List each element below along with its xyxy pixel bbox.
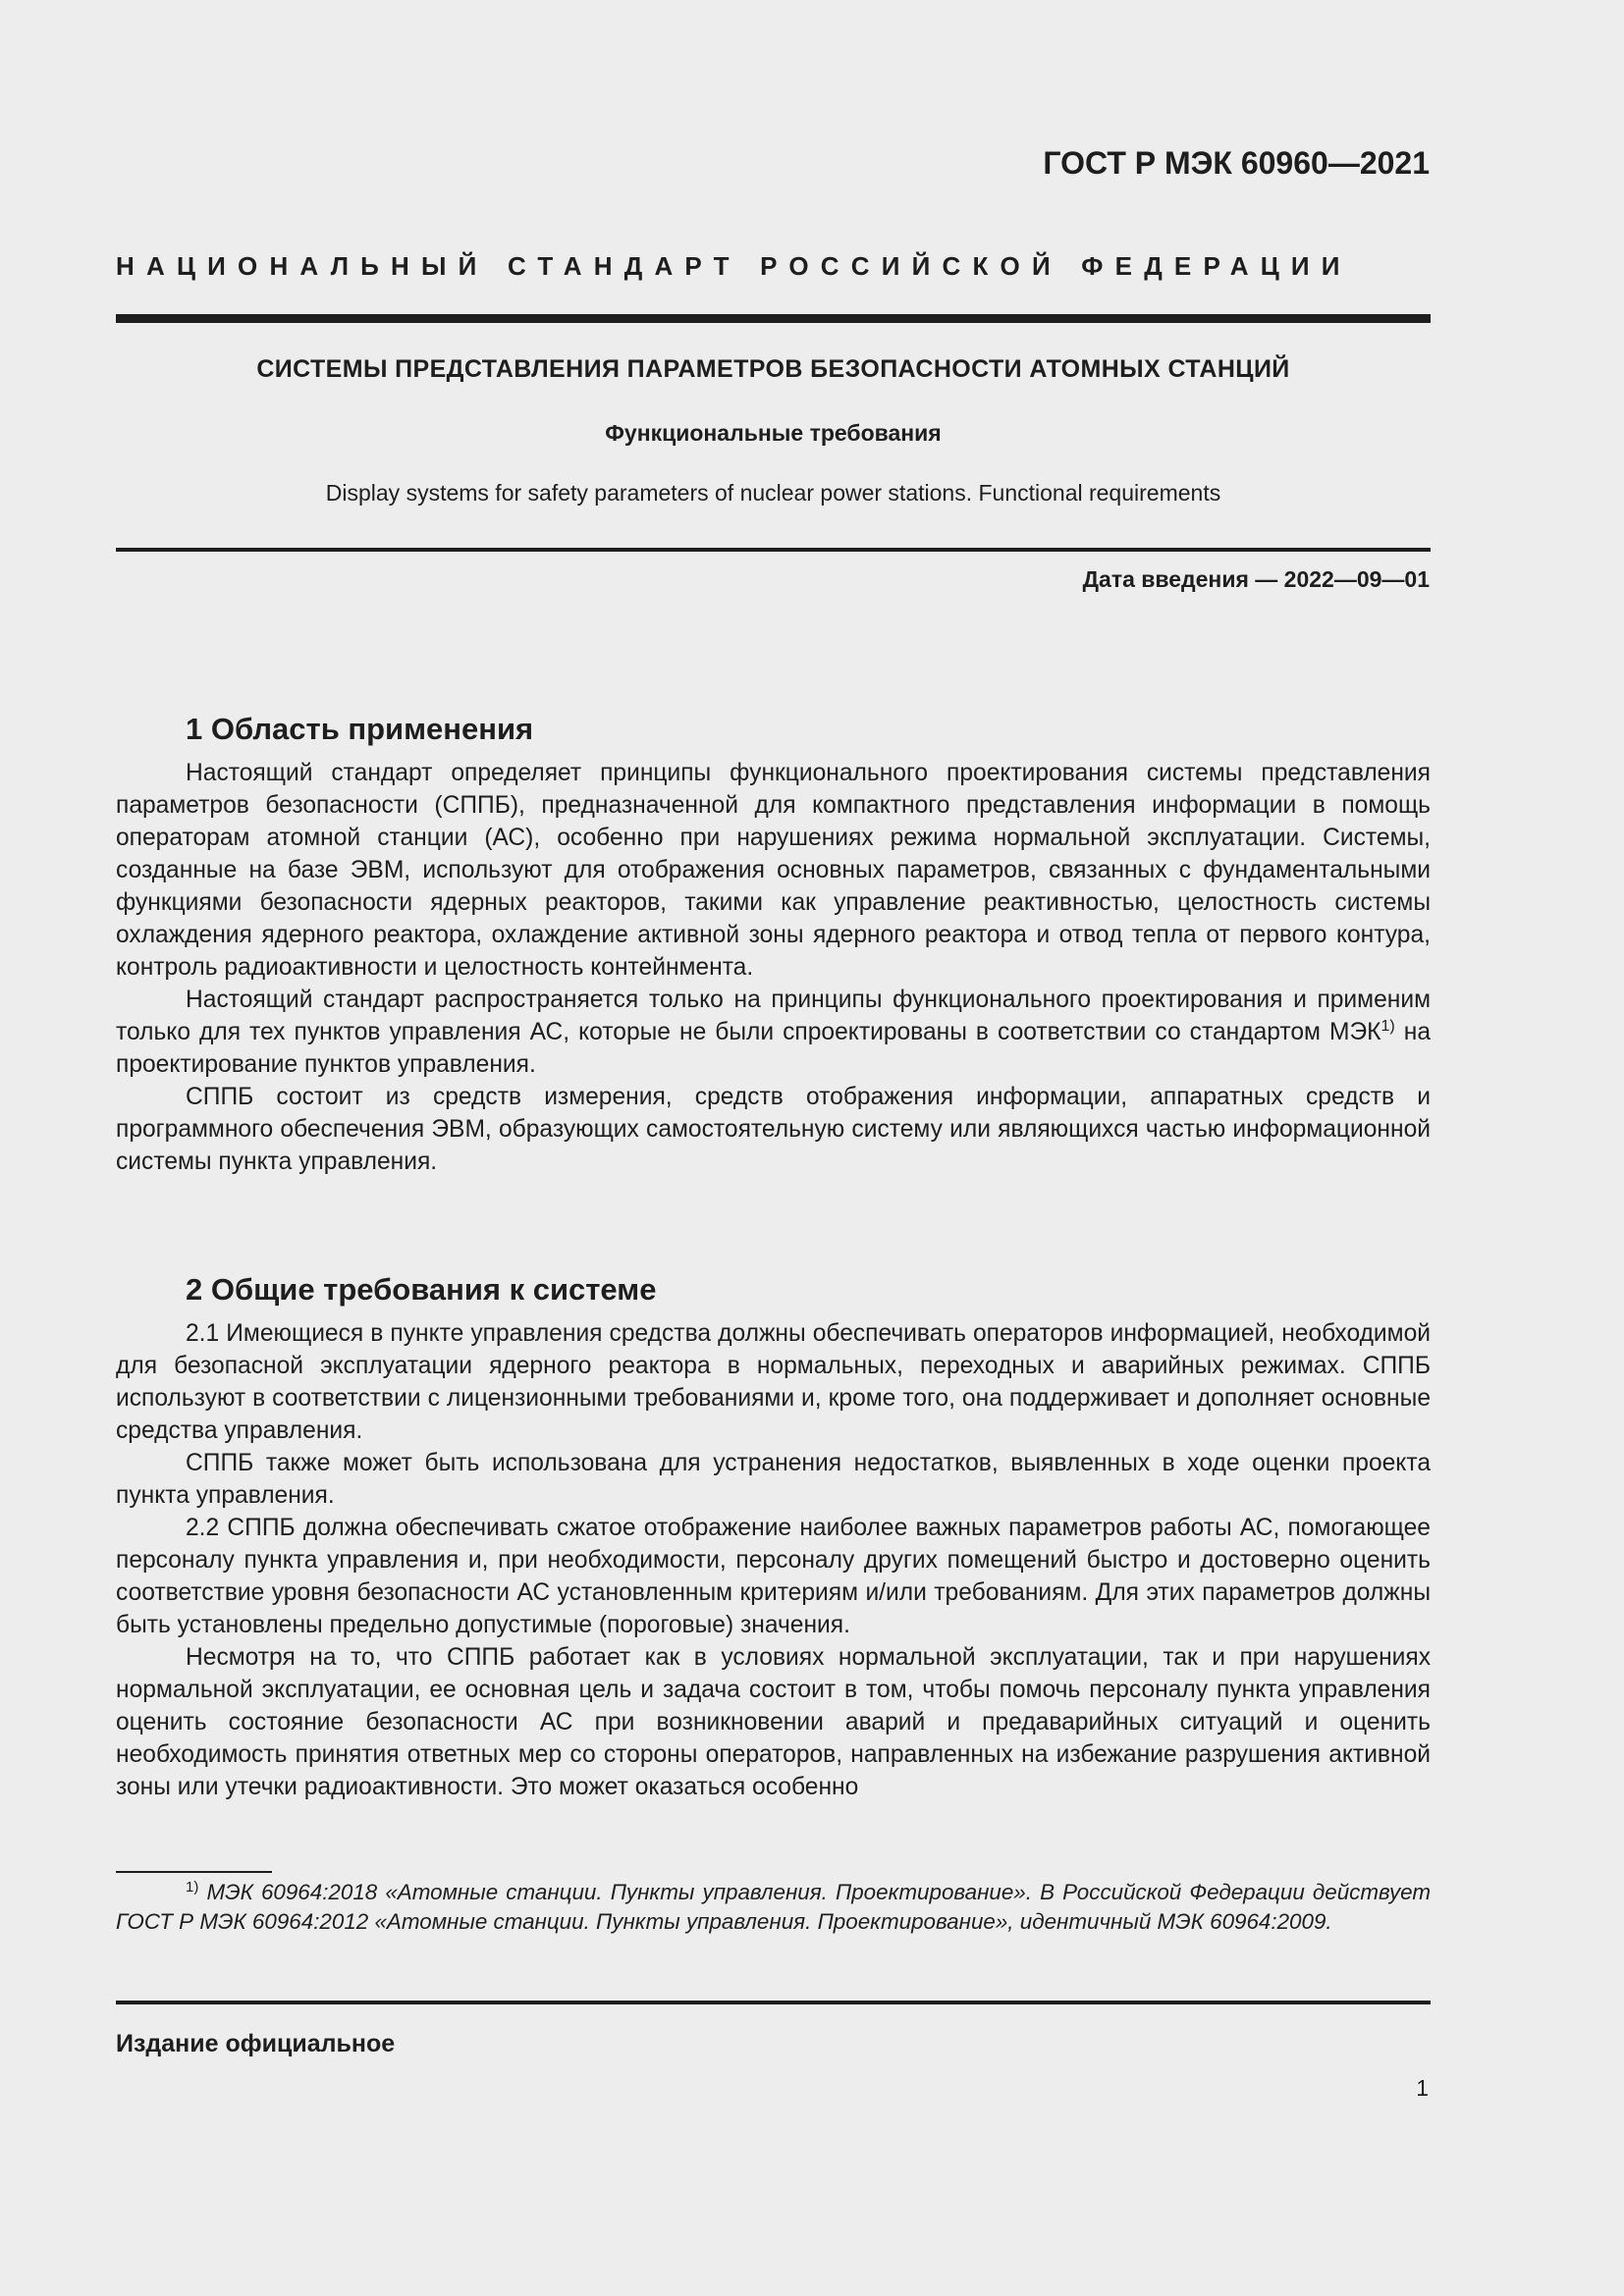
official-edition-label: Издание официальное (116, 2030, 396, 2057)
footnote-reference: 1) (1380, 1018, 1395, 1035)
section-general-requirements (116, 1272, 1431, 1803)
paragraph-text: Настоящий стандарт распространяется только на принципы функционального проектирования и применим только для тех пунктов управления АС, которые не были спроектированы в соответствии со стандартом МЭК (116, 987, 1431, 1045)
section-heading: 2 Общие требования к системе (186, 1272, 657, 1307)
national-standard-banner: НАЦИОНАЛЬНЫЙ СТАНДАРТ РОССИЙСКОЙ ФЕДЕРАЦИИ (116, 251, 1352, 281)
paragraph (116, 984, 1431, 1081)
footnote-divider (116, 1871, 272, 1873)
paragraph: СППБ также может быть использована для устранения недостатков, выявленных в ходе оценки проекта пункта управления. (116, 1450, 1431, 1509)
paragraph: Несмотря на то, что СППБ работает как в условиях нормальной эксплуатации, так и при нарушениях нормальной эксплуатации, ее основная цель и задача состоит в том, чтобы помочь персоналу пункта управления оценить состояние безопасности АС при возникновении аварий и предаварийных ситуаций и оценить необходимость принятия ответных мер со стороны операторов, направленных на избежание разрушения активной зоны или утечки радиоактивности. Это может оказаться особенно (116, 1644, 1431, 1800)
english-title: Display systems for safety parameters of nuclear power stations. Functional requirements (325, 480, 1221, 506)
footer-divider (116, 2001, 1431, 2004)
page-number: 1 (1416, 2075, 1429, 2101)
paragraph: 2.2 СППБ должна обеспечивать сжатое отображение наиболее важных параметров работы АС, помогающее персоналу пункта управления и, при необходимости, персоналу других помещений быстро и достоверно оценить соответствие уровня безопасности АС установленным критериям и/или требованиям. Для этих параметров должны быть установлены предельно допустимые (пороговые) значения. (116, 1515, 1431, 1638)
paragraph: СППБ состоит из средств измерения, средств отображения информации, аппаратных средств и программного обеспечения ЭВМ, образующих самостоятельную систему или являющихся частью информационной системы пункта управления. (116, 1084, 1431, 1175)
gost-number: ГОСТ Р МЭК 60960—2021 (1043, 145, 1430, 181)
footnote-text: МЭК 60964:2018 «Атомные станции. Пункты управления. Проектирование». В Российской Федерации действует ГОСТ Р МЭК 60964:2012 «Атомные станции. Пункты управления. Проектирование», идентичный МЭК 60964:2009. (116, 1880, 1431, 1934)
header-divider (116, 314, 1431, 323)
paragraph: 2.1 Имеющиеся в пункте управления средства должны обеспечивать операторов информацией, необходимой для безопасной эксплуатации ядерного реактора в нормальных, переходных и аварийных режимах. СППБ используют в соответствии с лицензионными требованиями и, кроме того, она поддерживает и дополняет основные средства управления. (116, 1320, 1431, 1444)
paragraph-text: на проектирование пунктов управления. (116, 1019, 1431, 1078)
document-subtitle: Функциональные требования (605, 420, 942, 446)
paragraph: Настоящий стандарт определяет принципы функционального проектирования системы представления параметров безопасности (СППБ), предназначенной для компактного представления информации в помощь операторам атомной станции (АС), особенно при нарушениях режима нормальной эксплуатации. Системы, созданные на базе ЭВМ, используют для отображения основных параметров, связанных с фундаментальными функциями безопасности ядерных реакторов, такими как управление реактивностью, целостность системы охлаждения ядерного реактора, охлаждение активной зоны ядерного реактора и отвод тепла от первого контура, контроль радиоактивности и целостность контейнмента. (116, 760, 1431, 981)
document-title: СИСТЕМЫ ПРЕДСТАВЛЕНИЯ ПАРАМЕТРОВ БЕЗОПАСНОСТИ АТОМНЫХ СТАНЦИЙ (256, 355, 1290, 383)
footnote-marker: 1) (186, 1879, 199, 1896)
section-heading: 1 Область применения (186, 712, 534, 746)
footnote (116, 1878, 1431, 1937)
section-scope (116, 712, 1431, 1178)
title-divider (116, 548, 1431, 552)
introduction-date: Дата введения — 2022—09—01 (1082, 566, 1430, 592)
